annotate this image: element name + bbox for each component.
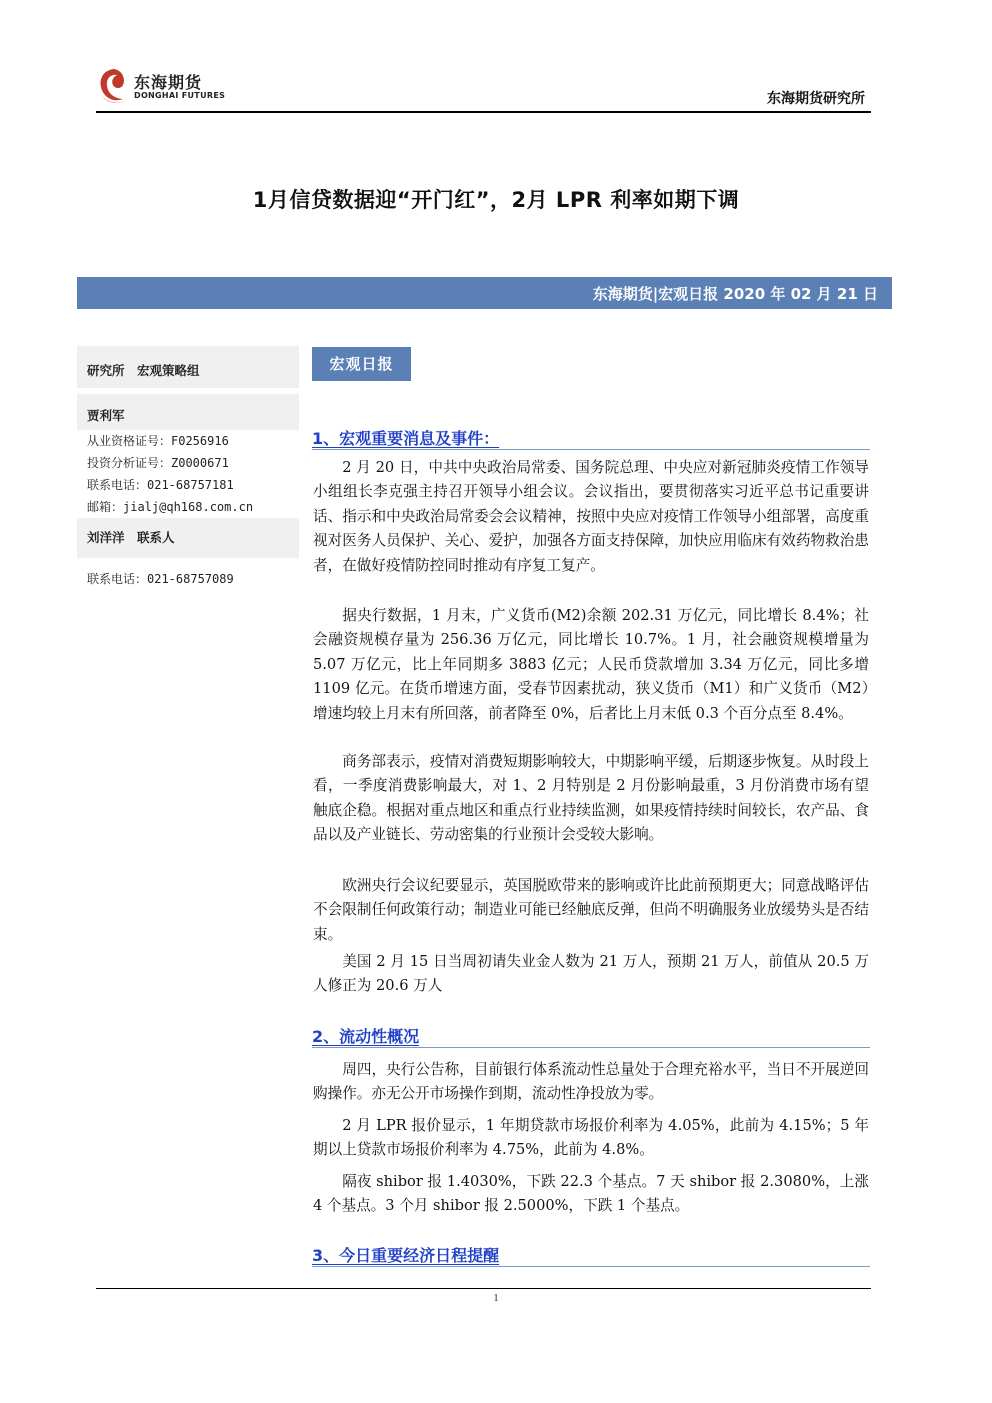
department-label: 研究所 宏观策略组 [87, 363, 200, 378]
analyst-email[interactable]: 邮箱：jialj@qh168.com.cn [87, 500, 254, 514]
paragraph: 美国 2 月 15 日当周初请失业金人数为 21 万人，预期 21 万人，前值从 20.5 万人修正为 20.6 万人 [313, 953, 869, 995]
contact-name: 刘洋洋 联系人 [87, 530, 175, 545]
invest-cert-number: 投资分析证号：Z0000671 [87, 456, 229, 470]
report-type-tag: 宏观日报 [312, 347, 411, 381]
sidebar-department [77, 346, 299, 388]
paragraph: 隔夜 shibor 报 1.4030%，下跌 22.3 个基点。7 天 shibor 报 2.3080%，上涨 4 个基点。3 个月 shibor 报 2.5000%，下跌 1 个基点。 [313, 1173, 869, 1215]
document-title: 1月信贷数据迎“开门红”，2月 LPR 利率如期下调 [252, 188, 740, 212]
footer-divider [96, 1288, 871, 1289]
section-divider-1 [312, 449, 870, 450]
sidebar-analyst [77, 394, 299, 430]
section-divider-3 [312, 1266, 870, 1267]
analyst-phone: 联系电话：021-68757181 [87, 478, 234, 492]
section-divider-2 [312, 1047, 870, 1048]
sidebar-contact [77, 518, 299, 558]
paragraph: 2 月 20 日，中共中央政治局常委、国务院总理、中央应对新冠肺炎疫情工作领导小组组长李克强主持召开领导小组会议。会议指出，要贯彻落实习近平总书记重要讲话、指示和中央政治局常委会会议精神，按照中央应对疫情工作领导小组部署，高度重视对医务人员保护、关心、爱护，加强各方面支持保障，加快应用临床有效药物救治患者，在做好疫情防控同时推动有序复工复产。 [313, 459, 869, 574]
logo-chinese-name: 东海期货 [134, 73, 203, 92]
section-heading-1: 1、宏观重要消息及事件： [312, 429, 500, 448]
header-divider [96, 111, 871, 113]
qualification-number: 从业资格证号：F0256916 [87, 434, 229, 448]
author-sidebar [77, 346, 299, 587]
paragraph: 周四，央行公告称，目前银行体系流动性总量处于合理充裕水平，当日不开展逆回购操作。亦无公开市场操作到期，流动性净投放为零。 [313, 1061, 869, 1103]
banner-text: 东海期货|宏观日报 2020 年 02 月 21 日 [592, 285, 878, 303]
header-institute-name: 东海期货研究所 [767, 91, 865, 107]
dragon-logo-icon [96, 66, 132, 106]
page-number: 1 [493, 1292, 499, 1304]
section-heading-2: 2、流动性概况 [312, 1027, 420, 1046]
contact-phone: 联系电话：021-68757089 [87, 572, 234, 586]
logo-english-name: DONGHAI FUTURES [134, 91, 226, 100]
paragraph: 商务部表示，疫情对消费短期影响较大，中期影响平缓，后期逐步恢复。从时段上看，一季度消费影响最大，对 1、2 月特别是 2 月份影响最重，3 月份消费市场有望触底企稳。根据对重点地区和重点行业持续监测，如果疫情持续时间较长，农产品、食品以及产业链长、劳动密集的行业预计会受较大影响。 [313, 753, 869, 844]
report-banner [77, 277, 892, 309]
section-heading-3: 3、今日重要经济日程提醒 [312, 1246, 500, 1265]
paragraph: 2 月 LPR 报价显示，1 年期贷款市场报价利率为 4.05%，此前为 4.15%；5 年期以上贷款市场报价利率为 4.75%，此前为 4.8%。 [313, 1117, 869, 1159]
company-logo [96, 66, 236, 110]
page-header [96, 62, 871, 112]
paragraph: 据央行数据，1 月末，广义货币(M2)余额 202.31 万亿元，同比增长 8.4%；社会融资规模存量为 256.36 万亿元，同比增长 10.7%。1 月，社会融资规模增量为 5.07 万亿元，比上年同期多 3883 亿元；人民币贷款增加 3.34 万亿元，同比多增 1109 亿元。在货币增速方面，受春节因素扰动，狭义货币（M1）和广义货币（M2）增速均较上月末有所回落，前者降至 0%，后者比上月末低 0.3 个百分点至 8.4%。 [313, 607, 869, 722]
analyst-name: 贾利军 [87, 408, 125, 423]
paragraph: 欧洲央行会议纪要显示，英国脱欧带来的影响或许比此前预期更大；同意战略评估不会限制任何政策行动；制造业可能已经触底反弹，但尚不明确服务业放缓势头是否结束。 [313, 877, 869, 943]
